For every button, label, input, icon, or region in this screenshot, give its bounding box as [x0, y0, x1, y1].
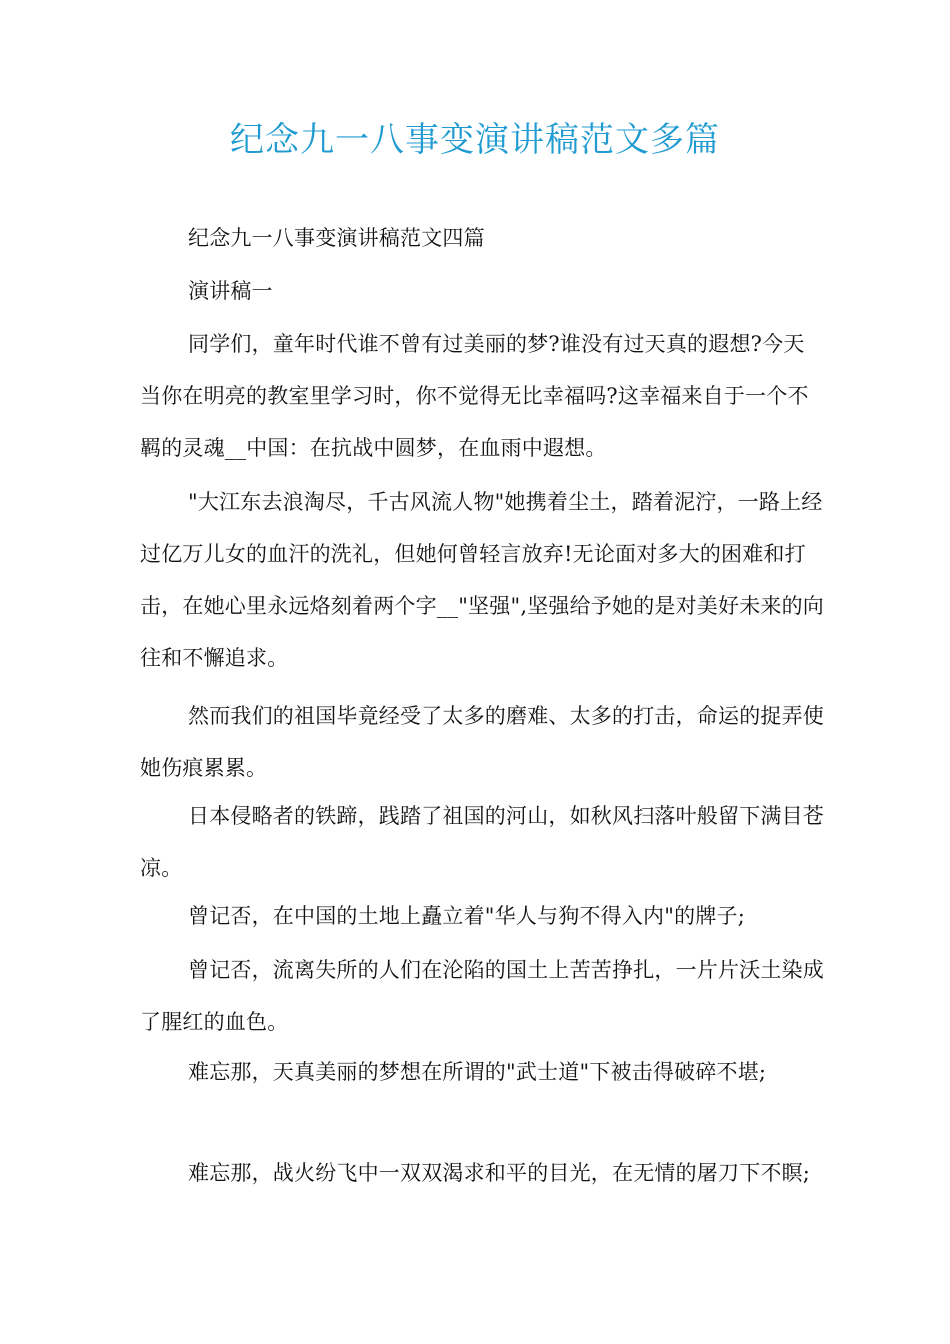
section-heading: 演讲稿一: [188, 279, 273, 303]
paragraph: 日本侵略者的铁蹄，践踏了祖国的河山，如秋风扫落叶般留下满目苍凉。: [140, 804, 824, 880]
paragraph: 然而我们的祖国毕竟经受了太多的磨难、太多的打击，命运的捉弄使她伤痕累累。: [140, 704, 824, 780]
paragraph: 难忘那，天真美丽的梦想在所谓的"武士道"下被击得破碎不堪;: [188, 1060, 767, 1084]
paragraph: 曾记否，流离失所的人们在沦陷的国土上苦苦挣扎，一片片沃土染成了腥红的血色。: [140, 958, 824, 1034]
paragraph: 同学们，童年时代谁不曾有过美丽的梦?谁没有过天真的遐想?今天当你在明亮的教室里学习时，你不觉得无比幸福吗?这幸福来自于一个不羁的灵魂__中国：在抗战中圆梦，在血雨中遐想。: [140, 332, 809, 460]
document-title: 纪念九一八事变演讲稿范文多篇: [230, 120, 720, 160]
paragraph: 曾记否，在中国的土地上矗立着"华人与狗不得入内"的牌子;: [188, 904, 745, 928]
paragraph: "大江东去浪淘尽，千古风流人物"她携着尘土，踏着泥泞，一路上经过亿万儿女的血汗的洗礼，但她何曾轻言放弃!无论面对多大的困难和打击，在她心里永远烙刻着两个字__"坚强",坚强给予她的是对美好未来的向往和不懈追求。: [140, 490, 824, 670]
paragraph: 难忘那，战火纷飞中一双双渴求和平的目光，在无情的屠刀下不瞑;: [188, 1161, 811, 1185]
subtitle-paragraph: 纪念九一八事变演讲稿范文四篇: [188, 226, 485, 250]
